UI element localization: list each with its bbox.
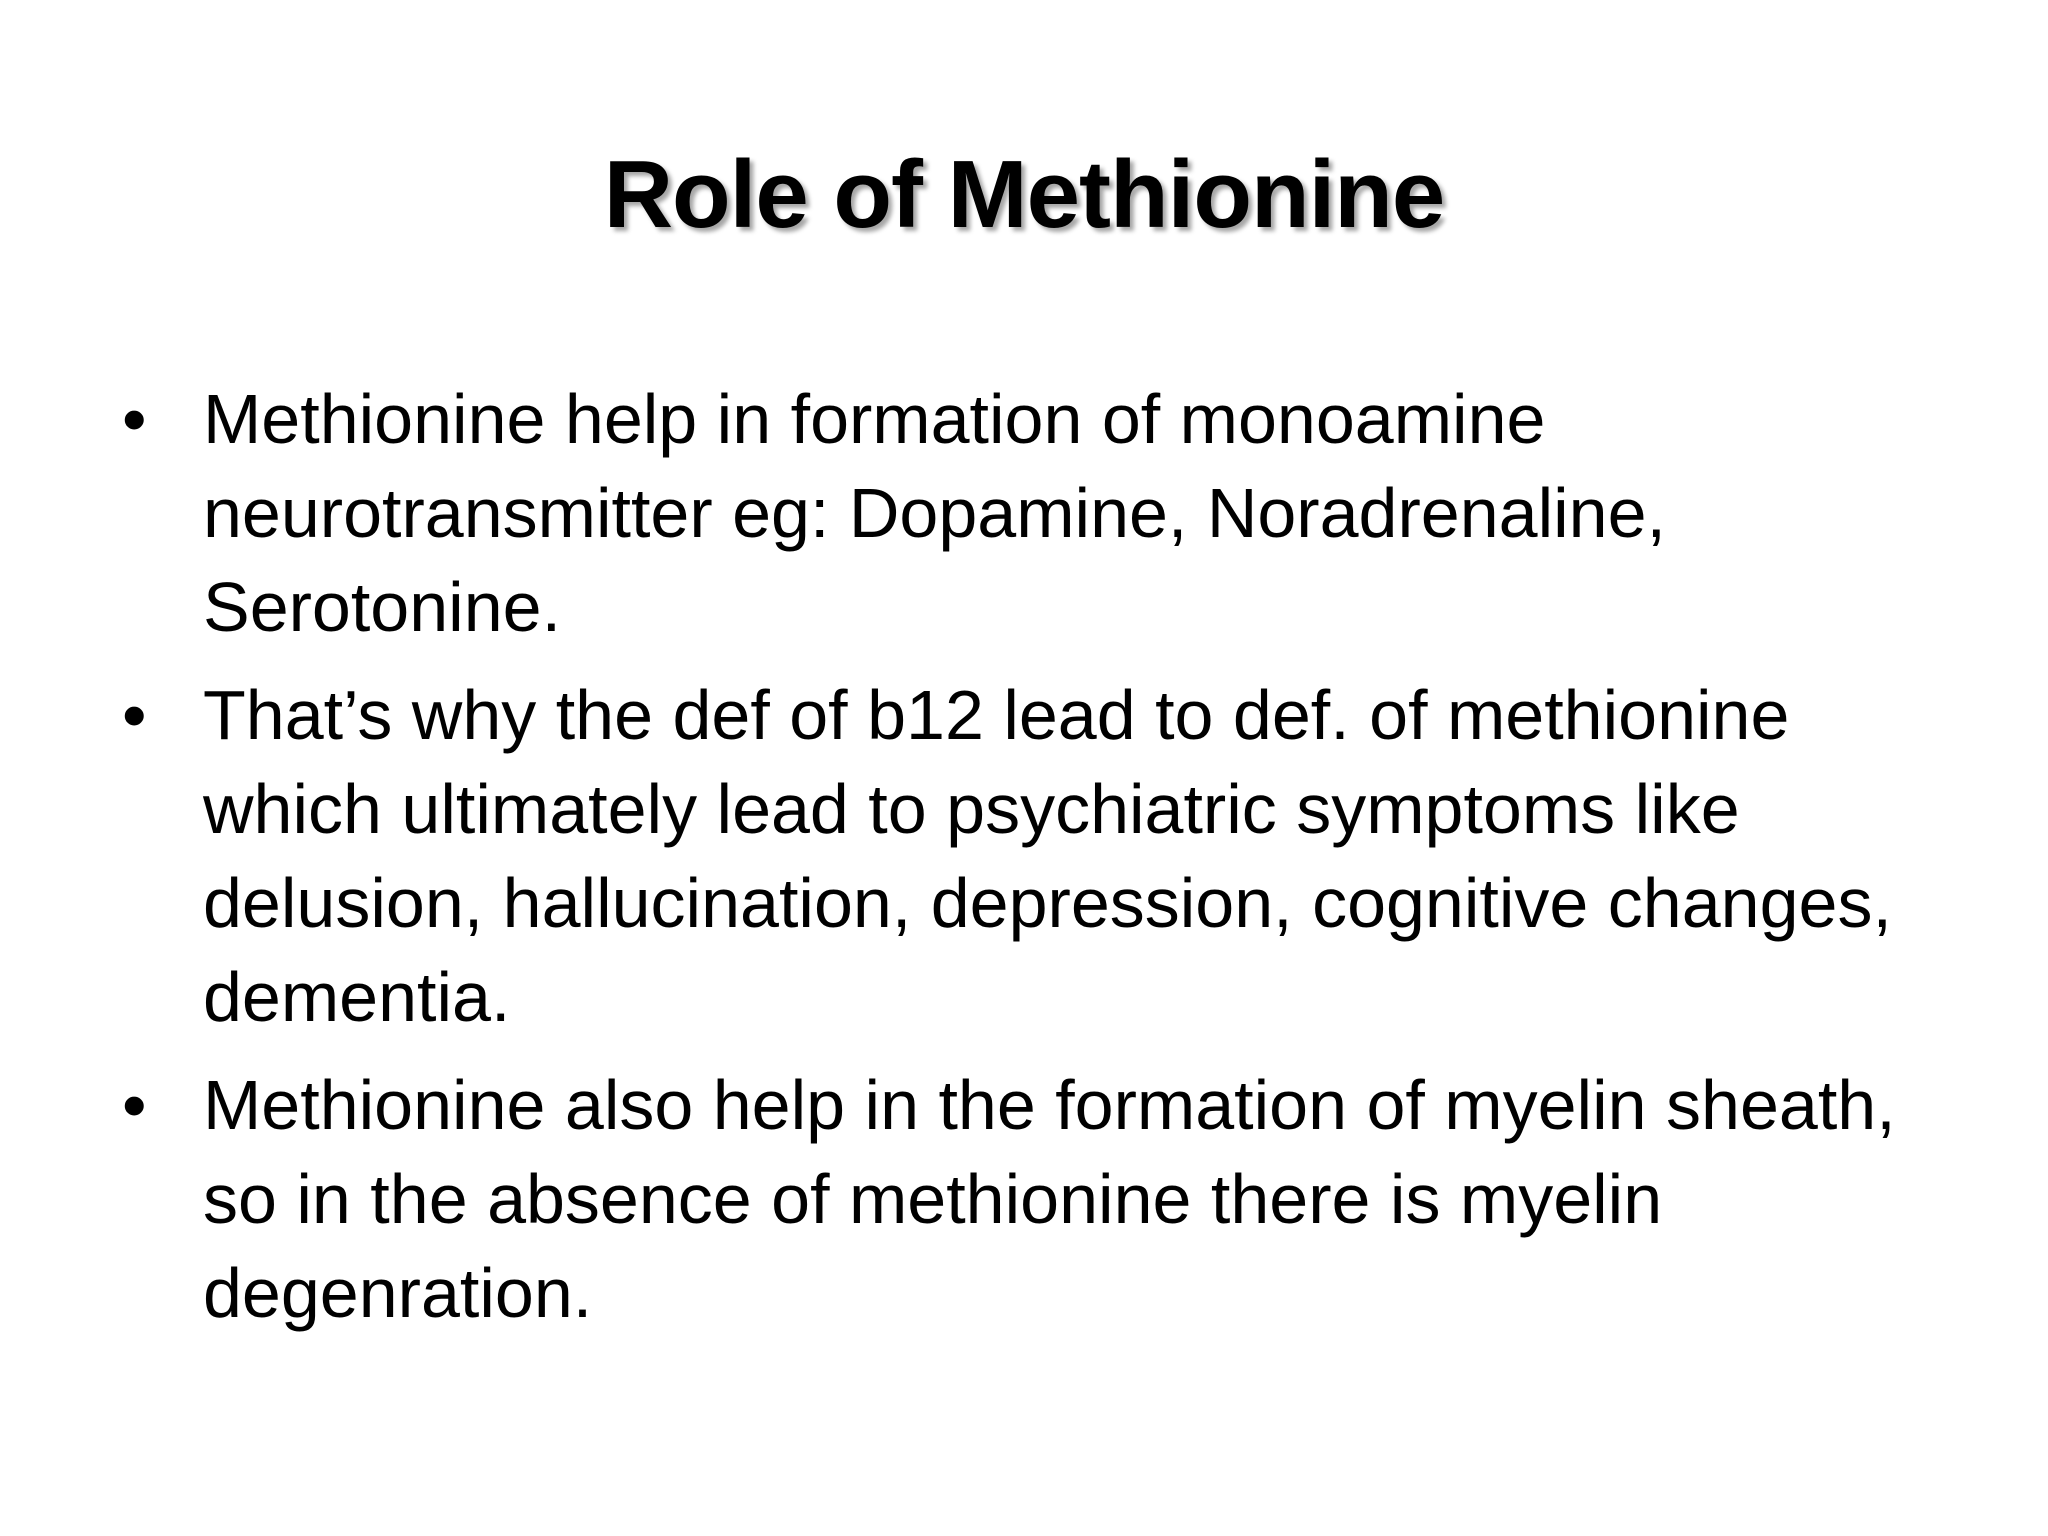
bullet-text: Methionine help in formation of monoamine neurotransmitter eg: Dopamine, Noradrenaline, Serotonine. (203, 380, 1666, 646)
slide-title: Role of Methionine (603, 141, 1445, 248)
bullet-item (118, 372, 1938, 654)
bullet-text: That’s why the def of b12 lead to def. of methionine which ultimately lead to psychiatric symptoms like delusion, hallucination, depression, cognitive changes, dementia. (203, 676, 1892, 1036)
bullet-icon: • (122, 676, 147, 754)
bullet-text: Methionine also help in the formation of myelin sheath, so in the absence of methionine there is myelin degenration. (203, 1066, 1896, 1332)
bullet-item (118, 1058, 1938, 1340)
bullet-icon: • (122, 1066, 147, 1144)
bullet-list (118, 372, 1938, 1354)
bullet-icon: • (122, 380, 147, 458)
bullet-item (118, 668, 1938, 1044)
